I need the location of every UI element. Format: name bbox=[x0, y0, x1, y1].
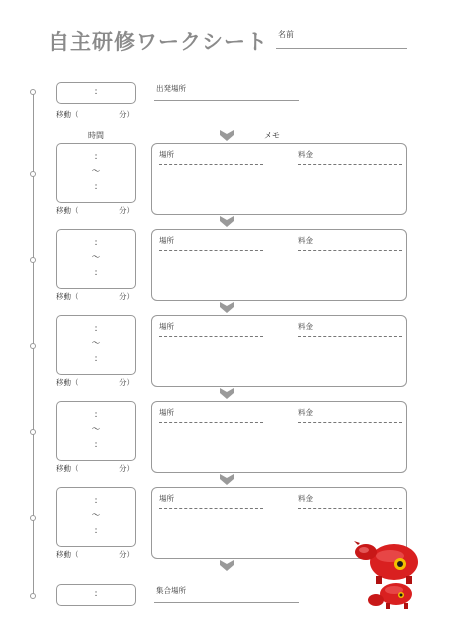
start-place-line[interactable] bbox=[154, 100, 299, 101]
timeline-dot bbox=[30, 343, 36, 349]
fee-label: 料金 bbox=[298, 322, 313, 331]
fee-dashed-line bbox=[298, 422, 402, 423]
place-dashed-line bbox=[159, 508, 263, 509]
place-label: 場所 bbox=[159, 408, 174, 417]
time-colon: : bbox=[94, 410, 98, 420]
stop-time-box[interactable] bbox=[56, 315, 136, 375]
time-colon: : bbox=[94, 440, 98, 450]
stop-time-box[interactable] bbox=[56, 487, 136, 547]
time-colon: : bbox=[94, 268, 98, 278]
place-label: 場所 bbox=[159, 322, 174, 331]
minutes-label: 分） bbox=[119, 464, 134, 473]
tilde: 〜 bbox=[91, 253, 101, 263]
place-dashed-line bbox=[159, 250, 263, 251]
down-chevron-arrow-icon bbox=[220, 130, 234, 141]
timeline-dot bbox=[30, 257, 36, 263]
move-label: 移動（ bbox=[56, 110, 79, 119]
move-label: 移動（ bbox=[56, 378, 79, 387]
memo-box[interactable] bbox=[151, 229, 407, 301]
time-colon: : bbox=[94, 87, 98, 97]
timeline-dot bbox=[30, 89, 36, 95]
start-time-box[interactable] bbox=[56, 82, 136, 104]
fee-label: 料金 bbox=[298, 494, 313, 503]
time-colon: : bbox=[94, 238, 98, 248]
minutes-label: 分） bbox=[119, 378, 134, 387]
fee-label: 料金 bbox=[298, 408, 313, 417]
down-chevron-arrow-icon bbox=[220, 388, 234, 399]
memo-box[interactable] bbox=[151, 315, 407, 387]
place-dashed-line bbox=[159, 336, 263, 337]
fee-label: 料金 bbox=[298, 236, 313, 245]
time-column-header: 時間 bbox=[88, 131, 104, 140]
move-label: 移動（ bbox=[56, 464, 79, 473]
timeline-dot bbox=[30, 593, 36, 599]
stop-time-box[interactable] bbox=[56, 401, 136, 461]
minutes-label: 分） bbox=[119, 110, 134, 119]
tilde: 〜 bbox=[91, 425, 101, 435]
fee-dashed-line bbox=[298, 508, 402, 509]
move-label: 移動（ bbox=[56, 292, 79, 301]
minutes-label: 分） bbox=[119, 292, 134, 301]
place-label: 場所 bbox=[159, 494, 174, 503]
place-label: 場所 bbox=[159, 236, 174, 245]
minutes-label: 分） bbox=[119, 550, 134, 559]
time-colon: : bbox=[94, 152, 98, 162]
place-dashed-line bbox=[159, 422, 263, 423]
end-time-box[interactable] bbox=[56, 584, 136, 606]
tilde: 〜 bbox=[91, 339, 101, 349]
end-place-line[interactable] bbox=[154, 602, 299, 603]
fee-dashed-line bbox=[298, 164, 402, 165]
down-chevron-arrow-icon bbox=[220, 216, 234, 227]
move-label: 移動（ bbox=[56, 550, 79, 559]
move-label: 移動（ bbox=[56, 206, 79, 215]
fee-label: 料金 bbox=[298, 150, 313, 159]
stop-time-box[interactable] bbox=[56, 143, 136, 203]
name-label: 名前 bbox=[278, 30, 294, 39]
time-colon: : bbox=[94, 526, 98, 536]
time-colon: : bbox=[94, 589, 98, 599]
memo-column-header: メモ bbox=[264, 131, 280, 140]
memo-box[interactable] bbox=[151, 143, 407, 215]
timeline-dot bbox=[30, 171, 36, 177]
place-dashed-line bbox=[159, 164, 263, 165]
name-input-line[interactable] bbox=[276, 48, 407, 49]
worksheet-title: 自主研修ワークシート bbox=[48, 30, 268, 54]
down-chevron-arrow-icon bbox=[220, 302, 234, 313]
time-colon: : bbox=[94, 182, 98, 192]
start-place-label: 出発場所 bbox=[156, 84, 186, 93]
memo-box[interactable] bbox=[151, 401, 407, 473]
timeline-dot bbox=[30, 515, 36, 521]
place-label: 場所 bbox=[159, 150, 174, 159]
tilde: 〜 bbox=[91, 167, 101, 177]
time-colon: : bbox=[94, 354, 98, 364]
time-colon: : bbox=[94, 496, 98, 506]
fee-dashed-line bbox=[298, 336, 402, 337]
red-akabeko-cow-mascot bbox=[352, 530, 426, 612]
down-chevron-arrow-icon bbox=[220, 560, 234, 571]
down-chevron-arrow-icon bbox=[220, 474, 234, 485]
timeline-dot bbox=[30, 429, 36, 435]
fee-dashed-line bbox=[298, 250, 402, 251]
stop-time-box[interactable] bbox=[56, 229, 136, 289]
end-place-label: 集合場所 bbox=[156, 586, 186, 595]
minutes-label: 分） bbox=[119, 206, 134, 215]
tilde: 〜 bbox=[91, 511, 101, 521]
time-colon: : bbox=[94, 324, 98, 334]
